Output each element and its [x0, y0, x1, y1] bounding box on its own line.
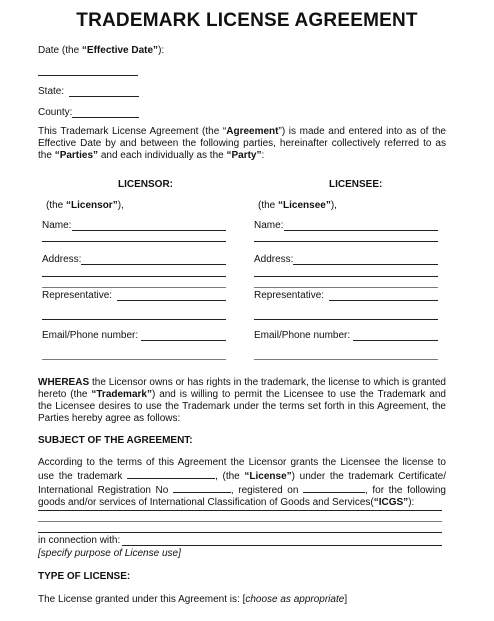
effective-date-term: “Effective Date”	[81, 45, 159, 56]
intro-text-2: ”) is made and entered into as of the Effective Date by and between the following parties, hereinafter collectively referred to as the	[38, 126, 446, 161]
licensee-name-label: Name:	[254, 220, 284, 231]
licensee-address-label: Address:	[254, 254, 294, 265]
licensor-name-field[interactable]	[72, 230, 226, 231]
licensor-address-field-2[interactable]	[42, 276, 226, 277]
registration-number-field[interactable]	[173, 483, 231, 493]
licensor-designation	[46, 200, 124, 212]
intro-text-1: This Trademark License Agreement (the “	[38, 126, 227, 137]
licensor-representative-label: Representative:	[42, 290, 113, 301]
licensee-designation	[258, 200, 337, 212]
licensee-heading: LICENSEE:	[329, 179, 383, 190]
licensor-email-label: Email/Phone number:	[42, 330, 139, 341]
intro-text-4: :	[261, 150, 265, 161]
county-field[interactable]	[72, 117, 139, 118]
licensee-address-field-3[interactable]	[254, 287, 438, 288]
licensor-email-field-2[interactable]	[42, 359, 226, 360]
licensor-representative-field[interactable]	[117, 300, 226, 301]
trademark-name-field[interactable]	[127, 469, 215, 479]
licensee-email-label: Email/Phone number:	[254, 330, 351, 341]
licensor-the-prefix: (the	[46, 200, 67, 211]
intro-text-3: and each individually as the	[98, 150, 227, 161]
licensor-heading: LICENSOR:	[118, 179, 173, 190]
date-label-end: ):	[158, 45, 165, 56]
whereas-text-2: ) and is willing to permit the Licensee to use the Trademark and the Licensee desires to use the Trademark under the terms set forth in this Agreement, the Parties hereby agree as follows:	[38, 389, 446, 424]
licensee-the-prefix: (the	[258, 200, 279, 211]
agreement-term: Agreement	[226, 126, 279, 137]
intro-paragraph	[38, 126, 446, 162]
icgs-term: “ICGS”	[373, 497, 409, 508]
subject-text-1: According to the terms of this Agreement the Licensor grants the Licensee the license to use the trademark	[38, 457, 446, 482]
licensee-name-field-2[interactable]	[254, 241, 438, 242]
licensee-representative-field[interactable]	[329, 300, 438, 301]
subject-text-3: ) under the trademark Certificate/ International Registration No	[38, 471, 446, 496]
license-term: “License”	[244, 471, 292, 482]
type-text-2: ]	[344, 594, 348, 605]
registration-date-field[interactable]	[303, 483, 365, 493]
county-label: County:	[38, 107, 73, 118]
trademark-term: “Trademark”	[91, 389, 152, 400]
licensee-email-field-2[interactable]	[254, 359, 438, 360]
subject-text-6: ):	[408, 497, 415, 508]
licensee-address-field[interactable]	[293, 264, 438, 265]
licensee-email-field[interactable]	[353, 340, 438, 341]
whereas-lead: WHEREAS	[38, 377, 90, 388]
licensor-email-field[interactable]	[141, 340, 226, 341]
licensor-representative-field-2[interactable]	[42, 319, 226, 320]
type-heading: TYPE OF LICENSE:	[38, 571, 131, 582]
party-term: “Party”	[226, 150, 262, 161]
licensor-name-field-2[interactable]	[42, 241, 226, 242]
state-label: State:	[38, 86, 65, 97]
connection-label: in connection with:	[38, 535, 121, 546]
subject-heading: SUBJECT OF THE AGREEMENT:	[38, 435, 193, 446]
licensee-term: “Licensee”	[278, 200, 331, 211]
licensor-address-field-3[interactable]	[42, 287, 226, 288]
connection-field[interactable]	[122, 545, 442, 546]
type-text-1: The License granted under this Agreement is: [	[38, 594, 246, 605]
licensee-name-field[interactable]	[284, 230, 438, 231]
subject-text-5: , for the following goods and/or services of International Classification of Goods and Services(	[38, 485, 446, 508]
date-label	[38, 45, 164, 57]
licensee-representative-field-2[interactable]	[254, 319, 438, 320]
document-title: TRADEMARK LICENSE AGREEMENT	[76, 10, 418, 31]
date-label-text: Date (the	[38, 45, 82, 56]
licensor-address-field[interactable]	[81, 264, 226, 265]
parties-term: “Parties”	[54, 150, 99, 161]
licensee-the-suffix: ),	[330, 200, 337, 211]
subject-paragraph	[38, 457, 446, 509]
date-field[interactable]	[38, 75, 138, 76]
subject-text-2: , (the	[215, 471, 245, 482]
choose-note: choose as appropriate	[245, 594, 345, 605]
licensee-representative-label: Representative:	[254, 290, 325, 301]
goods-services-field-1[interactable]	[38, 510, 442, 511]
licensor-address-label: Address:	[42, 254, 82, 265]
state-field[interactable]	[69, 96, 139, 97]
licensor-name-label: Name:	[42, 220, 72, 231]
type-statement	[38, 594, 347, 606]
licensor-term: “Licensor”	[66, 200, 118, 211]
goods-services-field-2[interactable]	[38, 521, 442, 522]
licensor-the-suffix: ),	[117, 200, 124, 211]
whereas-text-1: the Licensor owns or has rights in the trademark, the license to which is granted hereto (the	[38, 377, 446, 400]
licensee-address-field-2[interactable]	[254, 276, 438, 277]
purpose-note: [specify purpose of License use]	[38, 548, 181, 559]
subject-text-4: , registered on	[230, 485, 303, 496]
goods-services-field-3[interactable]	[38, 532, 442, 533]
whereas-paragraph	[38, 377, 446, 425]
